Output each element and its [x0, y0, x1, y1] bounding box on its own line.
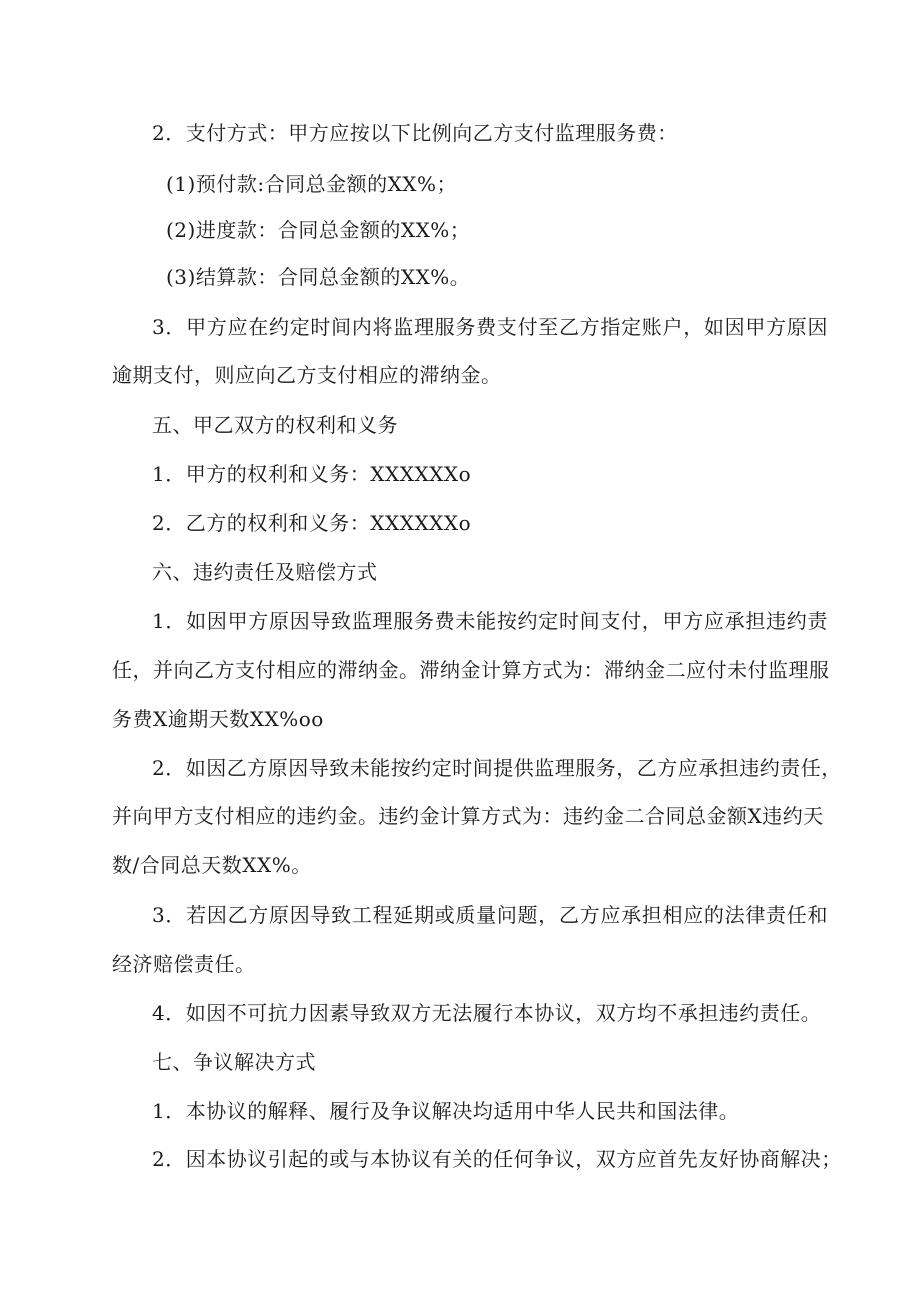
- payment-deadline-clause-line-1: 3．甲方应在约定时间内将监理服务费支付至乙方指定账户，如因甲方原因: [152, 315, 828, 339]
- section-heading-dispute-resolution: 七、争议解决方式: [152, 1050, 316, 1074]
- party-a-rights-clause: 1．甲方的权利和义务：XXXXXXo: [152, 462, 472, 486]
- liability-clause-1-line-1: 1．如因甲方原因导致监理服务费未能按约定时间支付，甲方应承担违约责: [152, 609, 828, 633]
- governing-law-clause: 1．本协议的解释、履行及争议解决均适用中华人民共和国法律。: [152, 1099, 740, 1123]
- prepayment-item: (1)预付款:合同总金额的XX%；: [166, 172, 458, 196]
- liability-clause-2-line-3: 数/合同总天数XX%。: [112, 853, 312, 877]
- liability-clause-1-line-2: 任，并向乙方支付相应的滞纳金。滞纳金计算方式为：滞纳金二应付未付监理服: [112, 658, 830, 682]
- negotiation-clause: 2．因本协议引起的或与本协议有关的任何争议，双方应首先友好协商解决；: [152, 1147, 842, 1171]
- force-majeure-clause: 4．如因不可抗力因素导致双方无法履行本协议，双方均不承担违约责任。: [152, 1001, 822, 1025]
- party-b-rights-clause: 2．乙方的权利和义务：XXXXXXo: [152, 511, 472, 535]
- section-heading-liability: 六、违约责任及赔偿方式: [152, 560, 378, 584]
- liability-clause-2-line-2: 并向甲方支付相应的违约金。违约金计算方式为：违约金二合同总金额X违约天: [112, 804, 824, 828]
- liability-clause-3-line-2: 经济赔偿责任。: [112, 952, 256, 976]
- liability-clause-2-line-1: 2．如因乙方原因导致未能按约定时间提供监理服务，乙方应承担违约责任，: [152, 756, 842, 780]
- settlement-payment-item: (3)结算款：合同总金额的XX%。: [166, 265, 471, 289]
- payment-deadline-clause-line-2: 逾期支付，则应向乙方支付相应的滞纳金。: [112, 363, 502, 387]
- section-heading-rights-obligations: 五、甲乙双方的权利和义务: [152, 413, 398, 437]
- liability-clause-1-line-3: 务费X逾期天数XX%oo: [112, 707, 324, 731]
- progress-payment-item: (2)进度款：合同总金额的XX%；: [166, 218, 471, 242]
- liability-clause-3-line-1: 3．若因乙方原因导致工程延期或质量问题，乙方应承担相应的法律责任和: [152, 903, 828, 927]
- payment-method-clause: 2．支付方式：甲方应按以下比例向乙方支付监理服务费：: [152, 121, 678, 145]
